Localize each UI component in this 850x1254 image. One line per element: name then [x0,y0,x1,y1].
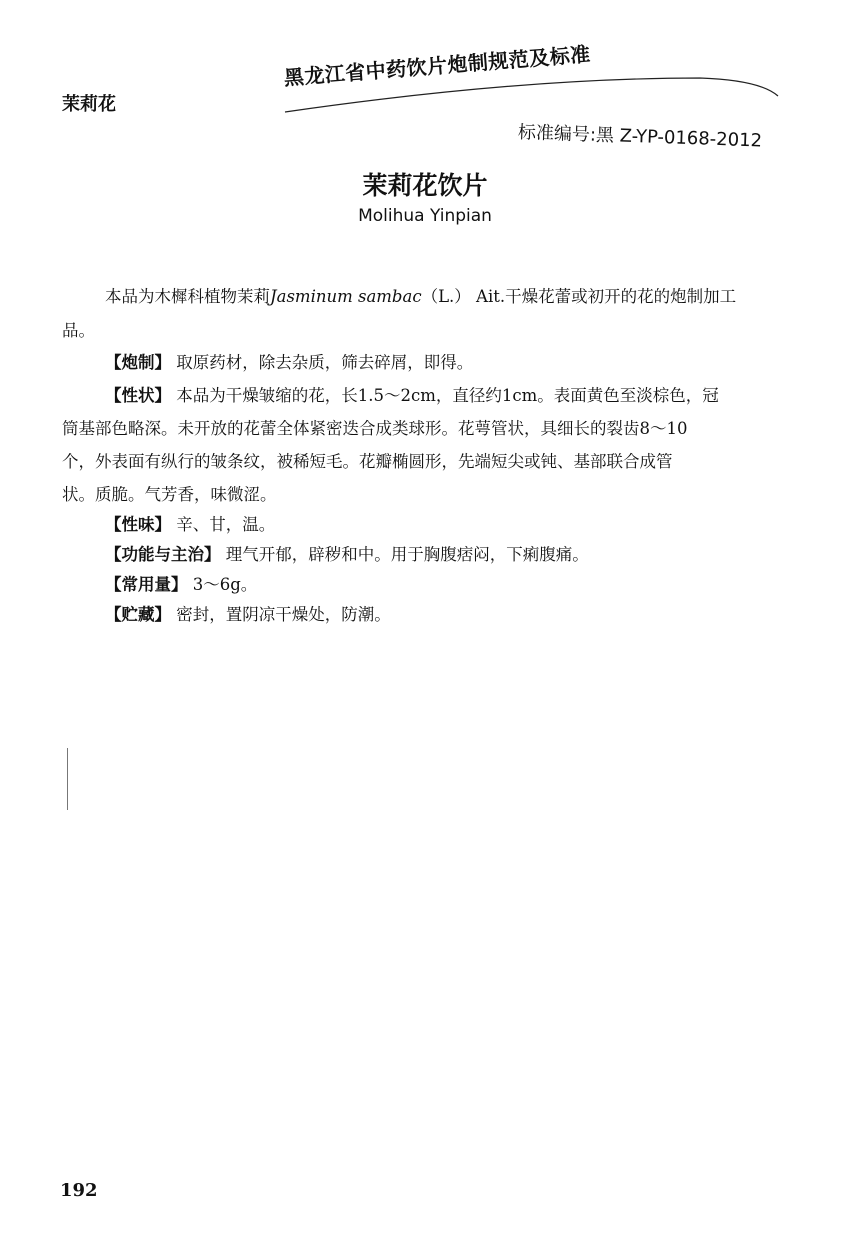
section-processing [105,352,473,374]
section-description-line-2: 筒基部色略深。未开放的花蕾全体紧密迭合成类球形。花萼管状，具细长的裂齿8～10 [62,419,688,438]
page-number: 192 [60,1180,98,1201]
margin-mark [67,748,68,810]
intro-text-before: 本品为木樨科植物茉莉 [105,287,270,306]
standard-number: 标准编号:黑 Z-YP-0168-2012 [517,122,763,152]
section-label: 【性味】 [105,515,171,534]
latin-name: Jasminum sambac [270,287,422,306]
running-header-title: 黑龙江省中药饮片炮制规范及标准 [283,41,592,91]
section-text: 本品为干燥皱缩的花，长1.5～2cm，直径约1cm。表面黄色至淡棕色，冠 [176,386,719,405]
section-label: 【性状】 [105,386,171,405]
section-storage [105,604,391,626]
page-title-pinyin: Molihua Yinpian [358,206,492,226]
section-description-line-4: 状。质脆。气芳香，味微涩。 [62,485,277,504]
section-label: 【炮制】 [105,353,171,372]
section-functions [105,544,589,566]
section-dosage [105,574,257,596]
intro-text-after: （L.） Ait.干燥花蕾或初开的花的炮制加工 [421,287,737,306]
running-header-left: 茉莉花 [62,94,116,115]
section-text: 辛、甘，温。 [176,515,276,534]
intro-line-1 [105,286,736,308]
section-label: 【功能与主治】 [105,545,221,564]
section-label: 【贮藏】 [105,605,171,624]
section-description-line-3: 个，外表面有纵行的皱条纹，被稀短毛。花瓣椭圆形，先端短尖或钝、基部联合成管 [62,452,673,471]
section-text: 密封，置阴凉干燥处，防潮。 [176,605,391,624]
section-text: 取原药材，除去杂质，筛去碎屑，即得。 [176,353,474,372]
page-title: 茉莉花饮片 [362,171,488,200]
section-text: 3～6g。 [192,575,258,594]
section-description-line-1 [105,385,719,407]
intro-line-2: 品。 [62,321,95,340]
section-nature [105,514,275,536]
section-text: 理气开郁，辟秽和中。用于胸腹痞闷，下痢腹痛。 [225,545,589,564]
section-label: 【常用量】 [105,575,188,594]
